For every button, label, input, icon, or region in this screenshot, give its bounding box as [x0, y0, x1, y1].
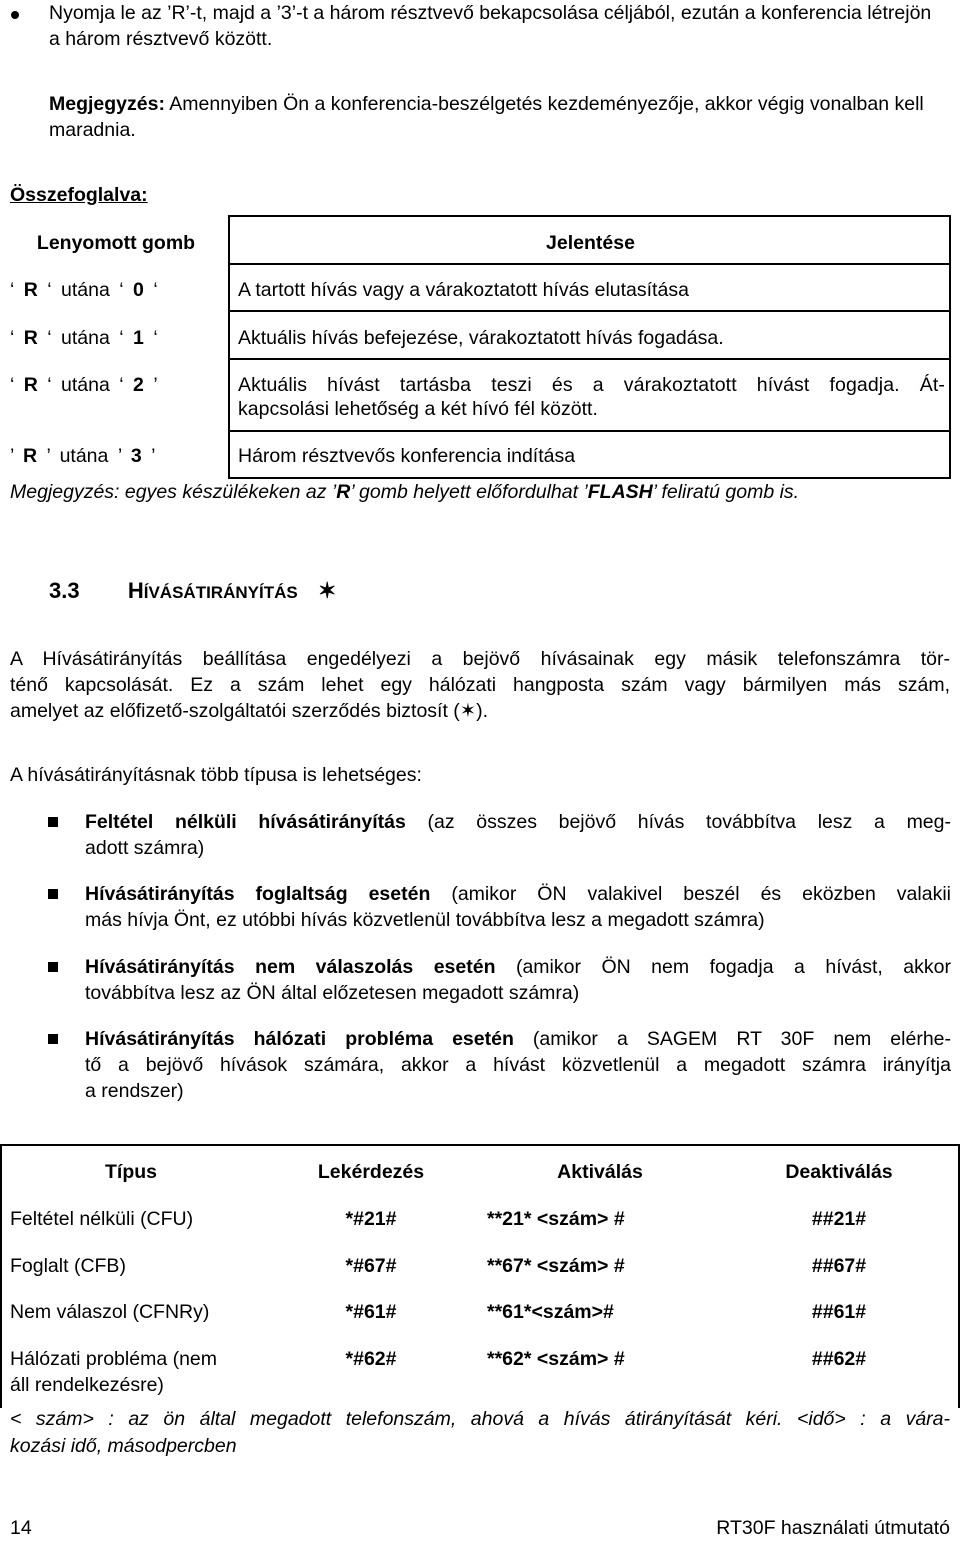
- types-intro: A hívásátirányításnak több típusa is lehetséges:: [10, 764, 422, 786]
- meaning-r0: A tartott hívás vagy a várakoztatott hívás elutasítása: [238, 279, 689, 301]
- cell-deactivate: ##21#: [811, 1208, 867, 1230]
- star-icon: ✶: [317, 578, 337, 603]
- section-number: 3.3: [49, 578, 80, 603]
- cell-deactivate: ##61#: [811, 1301, 867, 1323]
- key-word: utána: [61, 374, 110, 396]
- quote-mark: ‘: [47, 327, 52, 349]
- footnote-part: ’ feliratú gomb is.: [652, 481, 800, 503]
- list-item-text: (amikor a SAGEM RT 30F nem elérhe-: [513, 1028, 951, 1050]
- list-item-text: továbbítva lesz az ÖN által előzetesen megadott számra): [85, 982, 580, 1004]
- list-item-text: (amikor ÖN valakivel beszél és eközben valakii: [430, 883, 951, 905]
- table-border: [228, 310, 951, 312]
- cell-deactivate: ##62#: [811, 1348, 867, 1370]
- key-sequence-r2: [10, 372, 230, 398]
- key-word: utána: [59, 445, 109, 467]
- meaning-r2-line1: Aktuális hívást tartásba teszi és a várakoztatott hívást fogadja. Át-: [238, 374, 945, 396]
- cell-deactivate: ##67#: [811, 1255, 867, 1277]
- note-line: < szám> : az ön által megadott telefonszám, ahová a hívás átirányítását kéri. <idő> : a vára-: [10, 1408, 950, 1430]
- table-border: [228, 215, 951, 217]
- summary-footnote: [10, 479, 950, 505]
- cell-type: Foglalt (CFB): [10, 1255, 126, 1277]
- meaning-r1: Aktuális hívás befejezése, várakoztatott hívás fogadása.: [238, 327, 724, 349]
- quote-mark: ‘: [153, 327, 158, 349]
- list-item: [85, 954, 951, 1006]
- page-number: 14: [10, 1517, 32, 1539]
- list-item: [85, 881, 951, 933]
- list-square-bullet: [48, 817, 58, 827]
- list-item-text: tő a bejövő hívások számára, akkor a hívást közvetlenül a megadott számra irányítja: [85, 1054, 951, 1076]
- quote-mark: ’: [117, 445, 122, 467]
- col-header-deactivate: Deaktiválás: [785, 1161, 893, 1183]
- key-sequence-r0: [10, 277, 230, 303]
- intro-bullet-text: [49, 0, 947, 52]
- meaning-r2: [238, 372, 945, 422]
- col-header-meaning: Jelentése: [546, 232, 635, 254]
- cell-type-line: Hálózati probléma (nem: [10, 1348, 218, 1370]
- quote-mark: ‘: [153, 279, 158, 301]
- col-header-activate: Aktiválás: [557, 1161, 643, 1183]
- key-number: 3: [130, 445, 142, 467]
- list-item-text: a rendszer): [85, 1080, 184, 1102]
- cell-query: *#61#: [345, 1301, 397, 1323]
- cell-type-line: áll rendelkezésre): [10, 1374, 164, 1396]
- intro-note-text: Amennyiben Ön a konferencia-beszélgetés kezdeményezője, akkor végig vonalban kell maradnia.: [49, 93, 924, 141]
- col-header-button: Lenyomott gomb: [36, 232, 196, 254]
- paragraph-line: A Hívásátirányítás beállítása engedélyezi a bejövő hívásainak egy másik telefonszámra tör-: [10, 648, 950, 670]
- star-icon: ✶: [459, 700, 477, 722]
- cell-activate: [487, 1299, 614, 1325]
- paragraph-line: ).: [476, 700, 489, 722]
- cell-activate-code: **61*<szám>#: [487, 1301, 614, 1323]
- cell-activate-code: **67* <szám> #: [487, 1255, 625, 1277]
- paragraph-line: ténő kapcsolását. Ez a szám lehet egy hálózati hangposta szám vagy bármilyen más szám,: [10, 674, 950, 696]
- list-square-bullet: [48, 889, 58, 899]
- section-title-rest: ÍVÁSÁTIRÁNYÍTÁS: [143, 583, 298, 602]
- table-border: [228, 430, 951, 432]
- key-r: R: [23, 374, 38, 396]
- list-item-title: Hívásátirányítás foglaltság esetén: [85, 883, 431, 905]
- meaning-r3: Három résztvevős konferencia indítása: [238, 445, 576, 467]
- list-item-text: más hívja Önt, ez utóbbi hívás közvetlenül továbbítva lesz a megadott számra): [85, 909, 765, 931]
- table-border: [228, 263, 951, 265]
- list-item-title: Hívásátirányítás hálózati probléma esetén: [85, 1028, 514, 1050]
- quote-mark: ‘: [47, 374, 52, 396]
- list-item-text: (az összes bejövő hívás továbbítva lesz a meg-: [405, 811, 951, 833]
- key-r: R: [23, 327, 38, 349]
- key-sequence-r3: [10, 443, 230, 469]
- table-border: [0, 1144, 960, 1146]
- list-square-bullet: [48, 1034, 58, 1044]
- list-item-text: adott számra): [85, 837, 205, 859]
- cell-type: Feltétel nélküli (CFU): [10, 1208, 194, 1230]
- summary-heading: Összefoglalva:: [10, 184, 148, 206]
- paragraph-line-3: [10, 698, 950, 724]
- paragraph-line: amelyet az előfizető-szolgáltatói szerződés biztosít (: [10, 700, 460, 722]
- section-heading: [49, 575, 336, 609]
- key-r: R: [23, 445, 38, 467]
- forward-table-note: [10, 1406, 950, 1460]
- cell-activate-code: **62* <szám> #: [487, 1348, 625, 1370]
- key-r: R: [23, 279, 38, 301]
- col-header-query: Lekérdezés: [317, 1161, 425, 1183]
- footnote-part: Megjegyzés: egyes készülékeken az ’: [10, 481, 337, 503]
- quote-mark: ‘: [119, 374, 124, 396]
- key-word: utána: [61, 279, 110, 301]
- note-line: kozási idő, másodpercben: [10, 1435, 237, 1457]
- cell-type: Nem válaszol (CFNRy): [10, 1301, 210, 1323]
- col-header-type: Típus: [105, 1161, 157, 1183]
- section-title-first: H: [127, 578, 144, 603]
- key-number: 1: [133, 327, 144, 349]
- cell-activate: [487, 1346, 625, 1372]
- cell-query: *#21#: [345, 1208, 397, 1230]
- quote-mark: ’: [151, 445, 156, 467]
- list-item-title: Feltétel nélküli hívásátirányítás: [85, 811, 406, 833]
- quote-mark: ’: [10, 445, 14, 467]
- intro-note-label: Megjegyzés:: [49, 93, 165, 115]
- list-square-bullet: [48, 962, 58, 972]
- table-border: [949, 215, 951, 479]
- quote-mark: ‘: [47, 279, 52, 301]
- cell-query: *#62#: [345, 1348, 397, 1370]
- quote-mark: ‘: [10, 279, 15, 301]
- footnote-r: R: [336, 481, 351, 503]
- intro-note: [49, 91, 949, 143]
- key-number: 0: [133, 279, 144, 301]
- quote-mark: ‘: [119, 279, 124, 301]
- quote-mark: ‘: [10, 374, 15, 396]
- footnote-part: ’ gomb helyett előfordulhat ’: [350, 481, 588, 503]
- list-item-title: Hívásátirányítás nem válaszolás esetén: [85, 956, 496, 978]
- cell-activate: [487, 1253, 625, 1279]
- cell-type: [10, 1346, 217, 1398]
- intro-bullet-content: Nyomja le az ’R’-t, majd a ’3’-t a három résztvevő bekapcsolása céljából, ezután a konferencia létrejön a három résztvevő között.: [49, 2, 932, 50]
- list-item: [85, 809, 951, 861]
- cell-query: *#67#: [345, 1255, 397, 1277]
- quote-mark: ’: [46, 445, 51, 467]
- table-border: [228, 358, 951, 360]
- meaning-r2-line2: kapcsolási lehetőség a két hívó fél között.: [238, 398, 598, 420]
- cell-activate: [487, 1206, 625, 1232]
- quote-mark: ‘: [119, 327, 124, 349]
- key-sequence-r1: [10, 325, 230, 351]
- quote-mark: ‘: [10, 327, 15, 349]
- cell-activate-code: **21* <szám> #: [487, 1208, 625, 1230]
- list-item: [85, 1026, 951, 1104]
- bullet-dot: [11, 11, 19, 19]
- footnote-flash: FLASH: [587, 481, 653, 503]
- key-number: 2: [133, 374, 144, 396]
- list-item-text: (amikor ÖN nem fogadja a hívást, akkor: [495, 956, 951, 978]
- manual-title: RT30F használati útmutató: [716, 1517, 950, 1539]
- quote-mark: ’: [153, 374, 158, 396]
- section-paragraph: [10, 646, 950, 724]
- key-word: utána: [61, 327, 110, 349]
